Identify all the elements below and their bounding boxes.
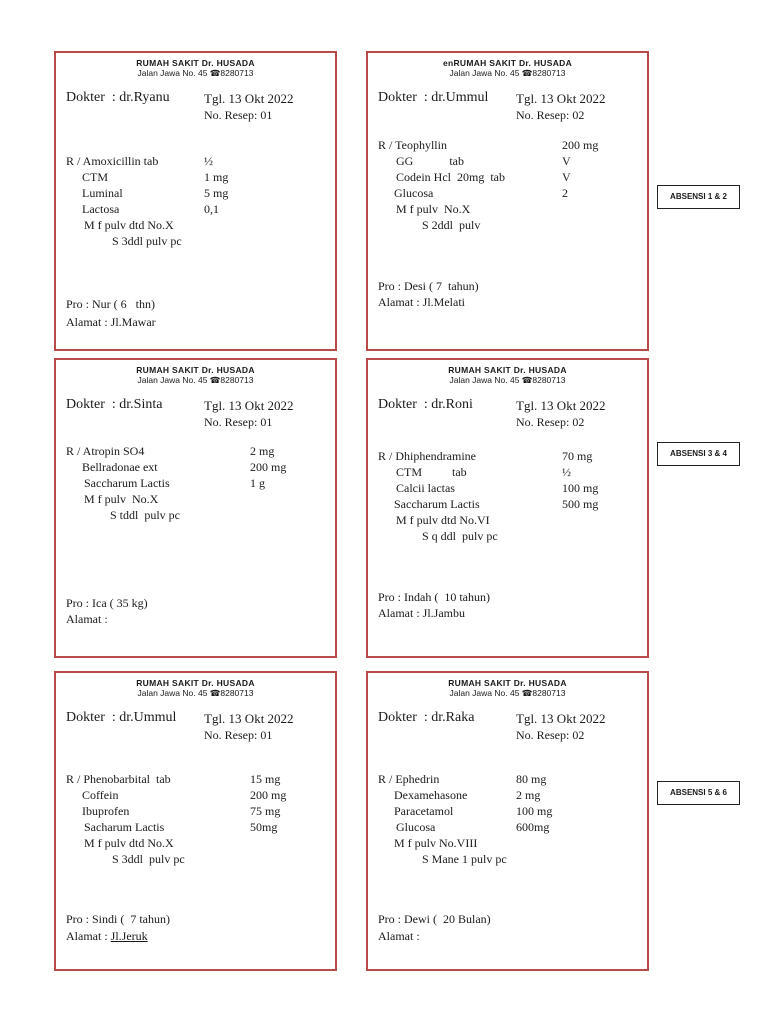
drug-line: Calcii lactas xyxy=(396,481,455,495)
prescription-card-4 xyxy=(366,358,649,658)
drug-line: R / Teophyllin xyxy=(378,138,447,152)
signa-line: M f pulv dtd No.X xyxy=(84,218,174,232)
drug-line: Glucosa xyxy=(394,186,434,200)
address-value: Jl.Melati xyxy=(422,295,465,309)
signa-line: S q ddl pulv pc xyxy=(422,529,498,543)
drug-dose: V xyxy=(562,154,571,168)
drug-line: Dexamehasone xyxy=(394,788,468,802)
hospital-address: Jalan Jawa No. 45 ☎8280713 xyxy=(137,68,254,78)
patient-line: Pro : Sindi ( 7 tahun) xyxy=(66,912,170,926)
drug-dose: 50mg xyxy=(250,820,278,834)
drug-dose: 100 mg xyxy=(516,804,553,818)
drug-dose: 1 g xyxy=(250,476,265,490)
drug-dose: 2 mg xyxy=(250,444,275,458)
prescription-number: No. Resep: 01 xyxy=(204,108,273,122)
address-label: Alamat : xyxy=(66,612,111,626)
patient-address xyxy=(378,606,465,621)
signa-line: M f pulv No.X xyxy=(84,492,159,506)
signa-line: M f pulv No.VIII xyxy=(394,836,478,850)
signa-line: M f pulv No.X xyxy=(396,202,471,216)
drug-line: CTM tab xyxy=(396,465,467,479)
drug-line: Sacharum Lactis xyxy=(84,820,165,834)
prescription-card-2 xyxy=(366,51,649,351)
doctor-line: Dokter : dr.Raka xyxy=(378,710,475,725)
drug-line: Codein Hcl 20mg tab xyxy=(396,170,505,184)
patient-address xyxy=(66,315,156,330)
address-value: Jl.Mawar xyxy=(110,315,156,329)
hospital-address: Jalan Jawa No. 45 ☎8280713 xyxy=(449,68,566,78)
patient-line: Pro : Desi ( 7 tahun) xyxy=(378,279,479,293)
signa-line: S tddl pulv pc xyxy=(110,508,181,522)
prescription-number: No. Resep: 01 xyxy=(204,415,273,429)
drug-dose: 70 mg xyxy=(562,449,593,463)
patient-address xyxy=(378,929,423,944)
drug-line: Saccharum Lactis xyxy=(394,497,480,511)
doctor-line: Dokter : dr.Ummul xyxy=(378,90,489,105)
drug-dose: 5 mg xyxy=(204,186,229,200)
hospital-name: RUMAH SAKIT Dr. HUSADA xyxy=(136,58,255,68)
drug-dose: 500 mg xyxy=(562,497,599,511)
drug-dose: 15 mg xyxy=(250,772,281,786)
patient-line: Pro : Nur ( 6 thn) xyxy=(66,297,155,311)
address-value: Jl.Jeruk xyxy=(110,929,148,943)
prescription-number: No. Resep: 02 xyxy=(516,108,585,122)
patient-address xyxy=(66,929,148,944)
drug-line: Luminal xyxy=(82,186,123,200)
hospital-name: RUMAH SAKIT Dr. HUSADA xyxy=(136,365,255,375)
drug-dose: 200 mg xyxy=(250,788,287,802)
prescription-date: Tgl. 13 Okt 2022 xyxy=(516,91,606,106)
absensi-label-2: ABSENSI 3 & 4 xyxy=(657,442,740,466)
drug-dose: 100 mg xyxy=(562,481,599,495)
prescription-date: Tgl. 13 Okt 2022 xyxy=(516,711,606,726)
address-label: Alamat : xyxy=(378,295,423,309)
signa-line: M f pulv dtd No.X xyxy=(84,836,174,850)
drug-line: R / Dhiphendramine xyxy=(378,449,476,463)
drug-line: R / Ephedrin xyxy=(378,772,440,786)
hospital-name: RUMAH SAKIT Dr. HUSADA xyxy=(448,678,567,688)
doctor-line: Dokter : dr.Ummul xyxy=(66,710,177,725)
drug-line: Saccharum Lactis xyxy=(84,476,170,490)
doctor-line: Dokter : dr.Ryanu xyxy=(66,90,170,105)
hospital-address: Jalan Jawa No. 45 ☎8280713 xyxy=(137,688,254,698)
prescription-date: Tgl. 13 Okt 2022 xyxy=(204,711,294,726)
absensi-label-3: ABSENSI 5 & 6 xyxy=(657,781,740,805)
drug-dose: 200 mg xyxy=(562,138,599,152)
drug-line: R / Atropin SO4 xyxy=(66,444,145,458)
prescription-date: Tgl. 13 Okt 2022 xyxy=(516,398,606,413)
drug-dose: ½ xyxy=(204,154,213,168)
signa-line: M f pulv dtd No.VI xyxy=(396,513,490,527)
prescription-date: Tgl. 13 Okt 2022 xyxy=(204,91,294,106)
drug-line: Coffein xyxy=(82,788,119,802)
prescription-number: No. Resep: 01 xyxy=(204,728,273,742)
hospital-name: RUMAH SAKIT Dr. HUSADA xyxy=(448,365,567,375)
signa-line: S Mane 1 pulv pc xyxy=(422,852,507,866)
absensi-label-1: ABSENSI 1 & 2 xyxy=(657,185,740,209)
drug-dose: 600mg xyxy=(516,820,550,834)
drug-line: GG tab xyxy=(396,154,464,168)
prescription-number: No. Resep: 02 xyxy=(516,415,585,429)
prescription-card-6 xyxy=(366,671,649,971)
signa-line: S 3ddl pulv pc xyxy=(112,234,182,248)
drug-line: Lactosa xyxy=(82,202,120,216)
drug-dose: 80 mg xyxy=(516,772,547,786)
prescription-card-5 xyxy=(54,671,337,971)
address-label: Alamat : xyxy=(66,929,111,943)
drug-line: Paracetamol xyxy=(394,804,454,818)
hospital-address: Jalan Jawa No. 45 ☎8280713 xyxy=(449,688,566,698)
prescription-number: No. Resep: 02 xyxy=(516,728,585,742)
address-label: Alamat : xyxy=(378,929,423,943)
drug-dose: 0,1 xyxy=(204,202,219,216)
drug-dose: 75 mg xyxy=(250,804,281,818)
address-value: Jl.Jambu xyxy=(422,606,465,620)
drug-line: Ibuprofen xyxy=(82,804,130,818)
drug-line: CTM xyxy=(82,170,109,184)
hospital-name: RUMAH SAKIT Dr. HUSADA xyxy=(136,678,255,688)
drug-dose: 2 xyxy=(562,186,568,200)
doctor-line: Dokter : dr.Roni xyxy=(378,397,473,412)
drug-dose: ½ xyxy=(562,465,571,479)
patient-line: Pro : Ica ( 35 kg) xyxy=(66,596,148,610)
patient-address xyxy=(66,612,111,627)
address-label: Alamat : xyxy=(66,315,111,329)
hospital-name: enRUMAH SAKIT Dr. HUSADA xyxy=(442,58,573,68)
signa-line: S 3ddl pulv pc xyxy=(112,852,185,866)
drug-line: R / Phenobarbital tab xyxy=(66,772,171,786)
patient-line: Pro : Dewi ( 20 Bulan) xyxy=(378,912,491,926)
prescription-date: Tgl. 13 Okt 2022 xyxy=(204,398,294,413)
drug-dose: 1 mg xyxy=(204,170,229,184)
hospital-address: Jalan Jawa No. 45 ☎8280713 xyxy=(137,375,254,385)
drug-dose: V xyxy=(562,170,571,184)
address-label: Alamat : xyxy=(378,606,423,620)
drug-dose: 200 mg xyxy=(250,460,287,474)
patient-line: Pro : Indah ( 10 tahun) xyxy=(378,590,490,604)
doctor-line: Dokter : dr.Sinta xyxy=(66,397,163,412)
drug-line: Bellradonae ext xyxy=(82,460,158,474)
signa-line: S 2ddl pulv xyxy=(422,218,481,232)
drug-line: R / Amoxicillin tab xyxy=(66,154,159,168)
drug-line: Glucosa xyxy=(396,820,436,834)
hospital-address: Jalan Jawa No. 45 ☎8280713 xyxy=(449,375,566,385)
prescription-card-1 xyxy=(54,51,337,351)
prescription-card-3 xyxy=(54,358,337,658)
drug-dose: 2 mg xyxy=(516,788,541,802)
patient-address xyxy=(378,295,465,310)
